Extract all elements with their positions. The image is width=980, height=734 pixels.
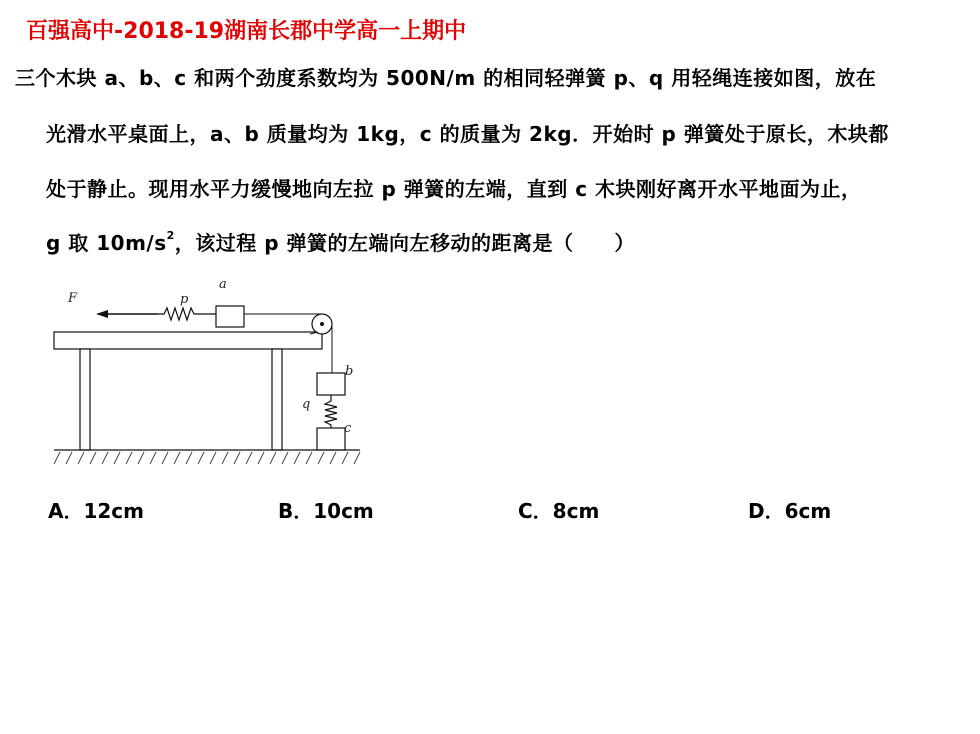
label-a: a [219,277,227,292]
table-leg-left [80,349,90,450]
spring-p [158,308,216,320]
table-top [54,332,322,349]
table-leg-right [272,349,282,450]
label-q: q [302,397,311,412]
label-p: p [180,292,189,307]
physics-diagram [40,272,380,472]
question-line-2: 光滑水平桌面上，a、b 质量均为 1kg，c 的质量为 2kg．开始时 p 弹簧处于原长，木块都 [46,122,889,146]
label-c: c [344,421,352,436]
question-line-4 [46,227,635,256]
label-b: b [345,364,354,379]
block-c [317,428,345,450]
page-title: 百强高中-2018-19湖南长郡中学高一上期中 [26,19,467,44]
option-d: D．6cm [748,499,832,523]
question-line-3: 处于静止。现用水平力缓慢地向左拉 p 弹簧的左端，直到 c 木块刚好离开水平地面为止， [46,177,862,201]
question-line-4-end: ，该过程 p 弹簧的左端向左移动的距离是（ ） [174,231,636,255]
spring-q [325,395,337,428]
label-F: F [68,291,78,306]
block-a [216,306,244,327]
option-b: B．10cm [278,499,374,523]
ground [54,450,360,464]
question-line-1: 三个木块 a、b、c 和两个劲度系数均为 500N/m 的相同轻弹簧 p、q 用轻绳连接如图，放在 [15,66,877,90]
block-b [317,373,345,395]
question-line-4-start: g 取 10m/s [46,231,167,255]
exponent: 2 [166,229,175,243]
option-c: C．8cm [518,499,600,523]
pulley [310,314,332,334]
option-a: A．12cm [48,499,145,523]
force-arrow [96,310,158,318]
